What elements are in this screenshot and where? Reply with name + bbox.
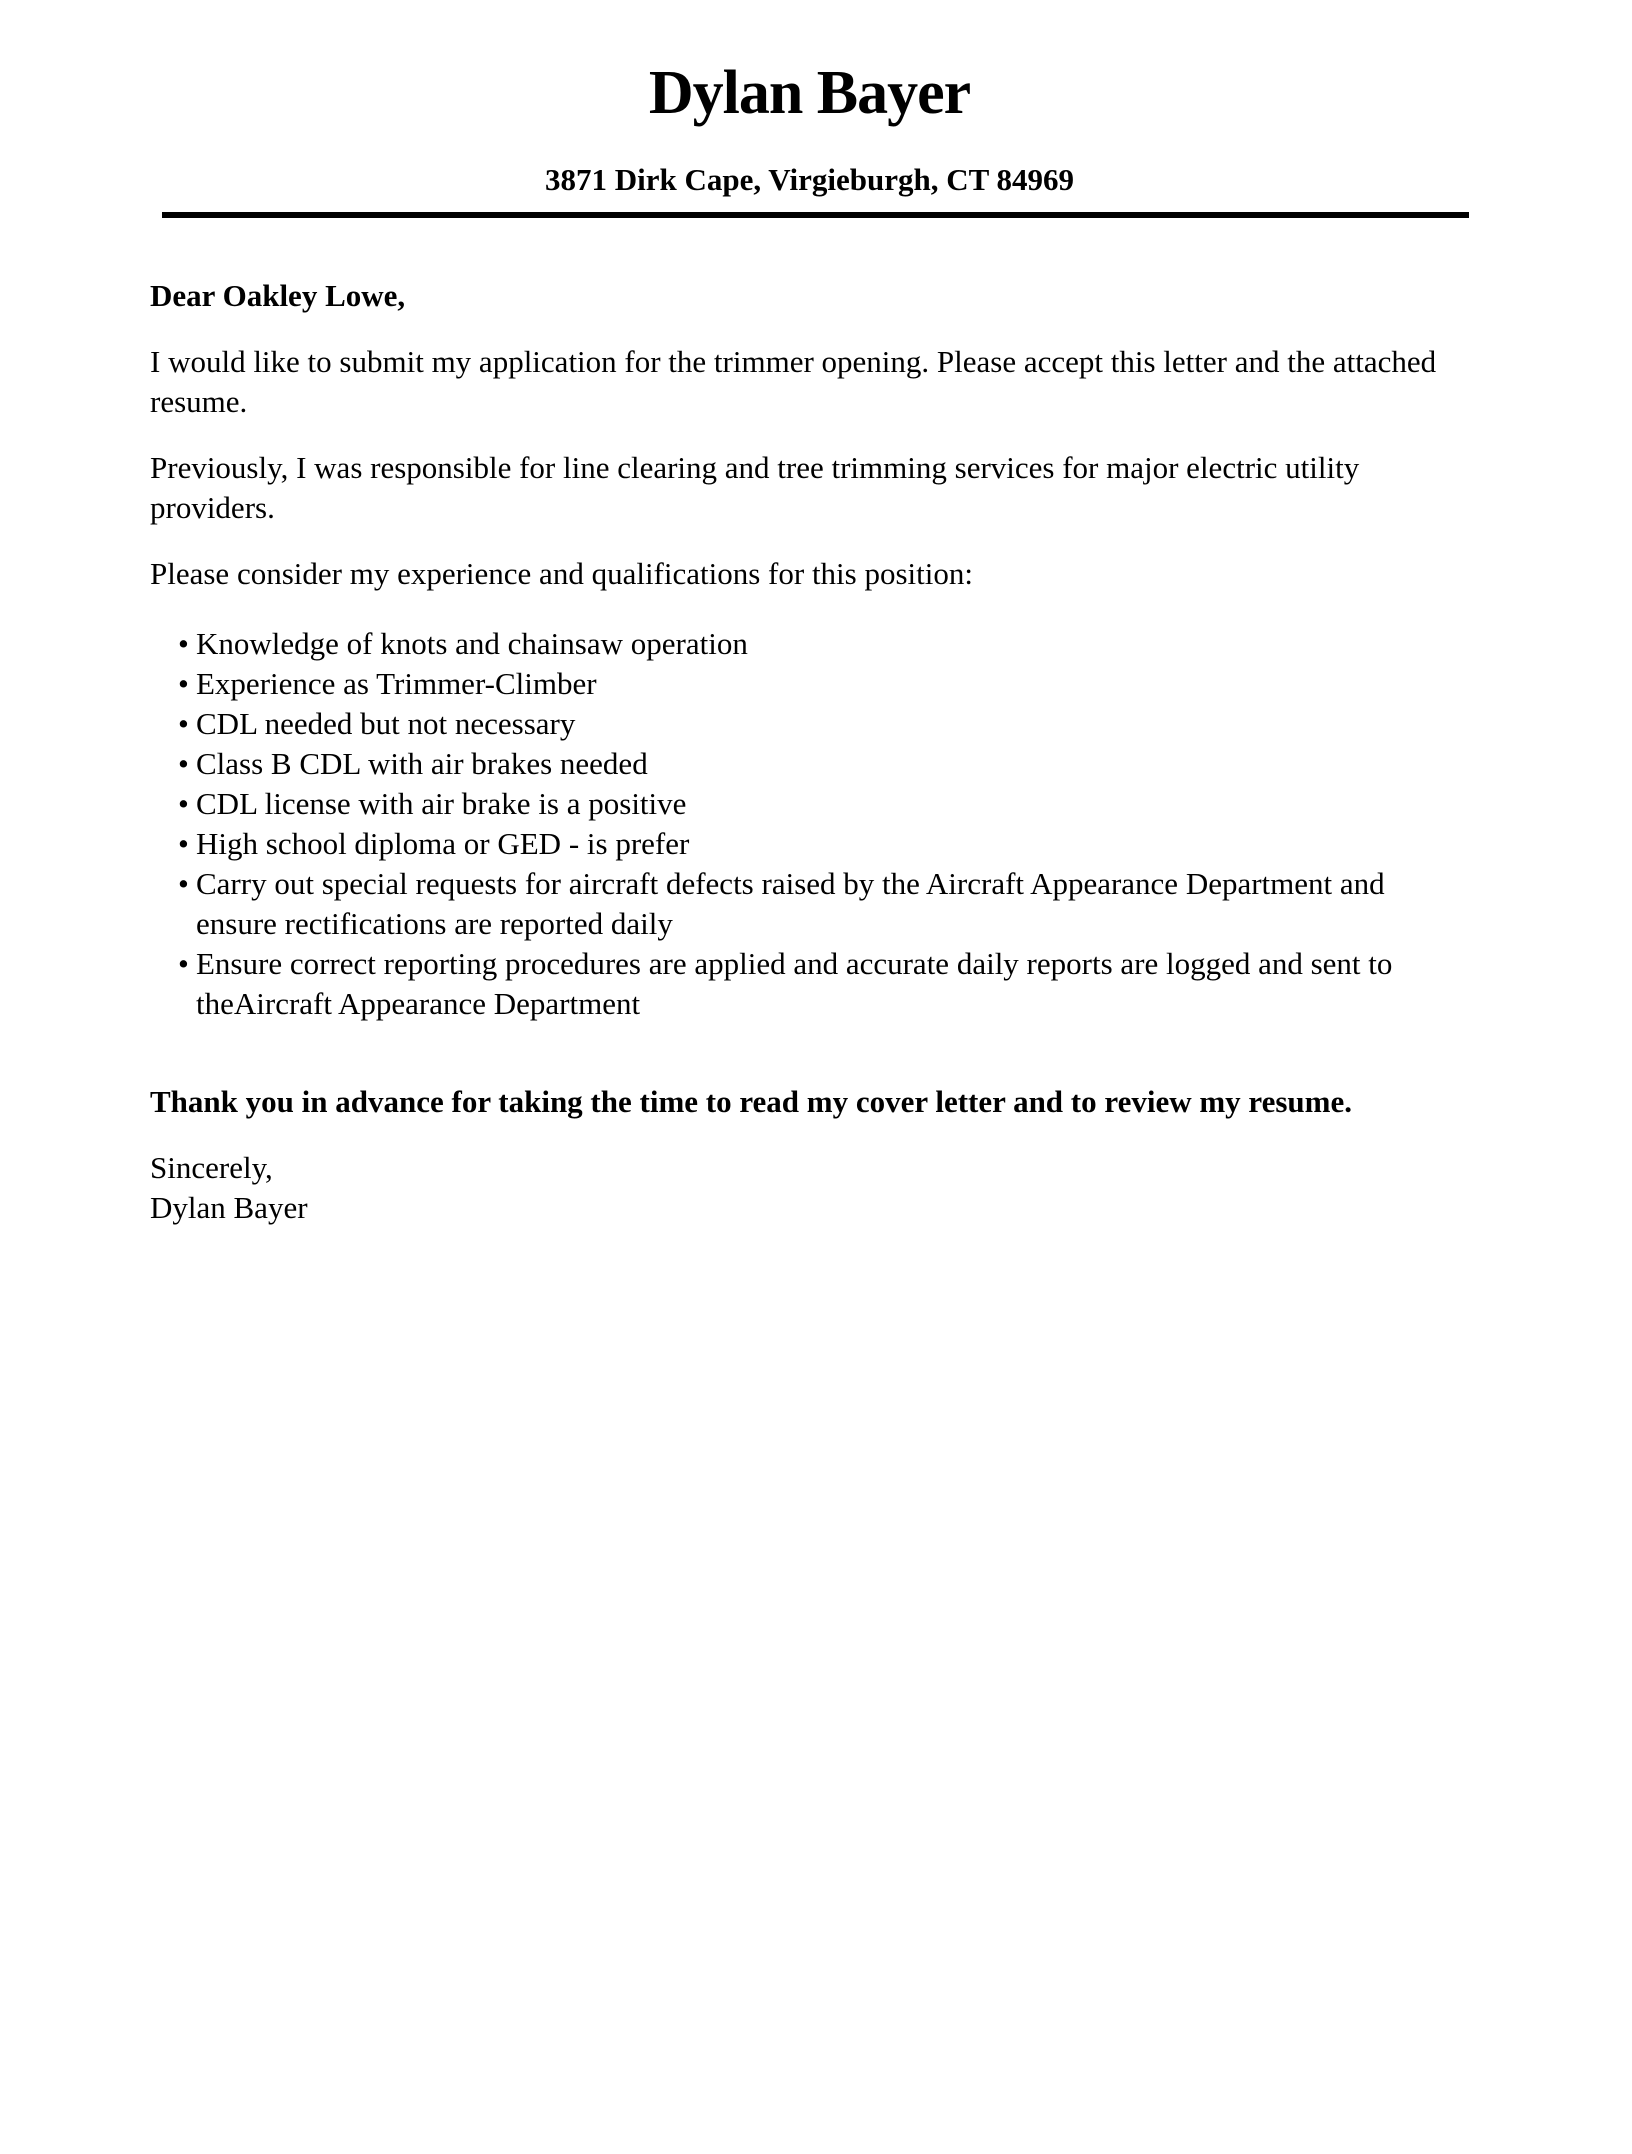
closing-block bbox=[150, 1148, 1469, 1228]
paragraph-qualifications-lead: Please consider my experience and qualifications for this position: bbox=[150, 556, 973, 591]
qualification-item: • CDL needed but not necessary bbox=[178, 704, 1469, 744]
qualification-item: • CDL license with air brake is a positive bbox=[178, 784, 1469, 824]
qualification-item: • High school diploma or GED - is prefer bbox=[178, 824, 1469, 864]
paragraph-intro: I would like to submit my application for the trimmer opening. Please accept this letter and the attached resume. bbox=[150, 344, 1437, 419]
applicant-address: 3871 Dirk Cape, Virgieburgh, CT 84969 bbox=[544, 162, 1075, 197]
signature-name: Dylan Bayer bbox=[150, 1190, 308, 1225]
header-divider bbox=[162, 212, 1469, 218]
qualification-item: • Ensure correct reporting procedures are applied and accurate daily reports are logged and sent to theAircraft Appearance Department bbox=[178, 944, 1469, 1024]
salutation: Dear Oakley Lowe, bbox=[150, 278, 406, 313]
paragraph-experience: Previously, I was responsible for line clearing and tree trimming services for major electric utility providers. bbox=[150, 450, 1360, 525]
cover-letter-page bbox=[0, 56, 1632, 2154]
applicant-name-heading: Dylan Bayer bbox=[648, 59, 971, 127]
qualification-item: • Knowledge of knots and chainsaw operation bbox=[178, 624, 1469, 664]
closing-salutation: Sincerely, bbox=[150, 1150, 273, 1185]
qualification-item: • Carry out special requests for aircraft defects raised by the Aircraft Appearance Department and ensure rectifications are reported daily bbox=[178, 864, 1469, 944]
letter-body bbox=[150, 276, 1469, 1228]
qualifications-list bbox=[150, 624, 1469, 1024]
thank-you-line: Thank you in advance for taking the time to read my cover letter and to review my resume. bbox=[150, 1084, 1353, 1119]
qualification-item: • Class B CDL with air brakes needed bbox=[178, 744, 1469, 784]
qualification-item: • Experience as Trimmer-Climber bbox=[178, 664, 1469, 704]
letter-header bbox=[150, 56, 1469, 218]
